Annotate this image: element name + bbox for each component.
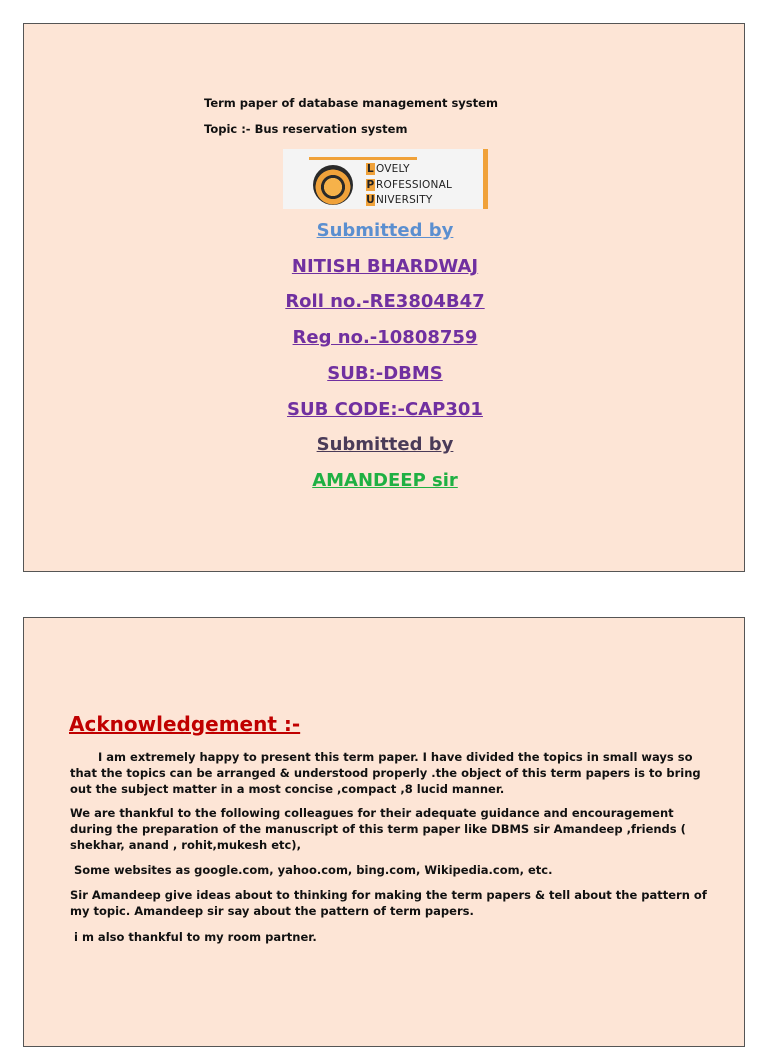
acknowledgement-title: Acknowledgement :-: [69, 712, 301, 736]
title-page: [23, 23, 745, 572]
university-logo: [283, 149, 488, 209]
subject-code: SUB CODE:-CAP301: [287, 399, 483, 420]
ack-paragraph-5: i m also thankful to my room partner.: [74, 930, 317, 944]
subject: SUB:-DBMS: [327, 363, 443, 384]
ack-paragraph-4: Sir Amandeep give ideas about to thinking for making the term papers & tell about the pattern of my topic. Amandeep sir say about the pattern of term papers.: [70, 888, 707, 918]
logo-line-3: UNIVERSITY: [366, 194, 433, 206]
submitted-by-label: Submitted by: [316, 220, 454, 241]
logo-line-1: L OVELY: [367, 163, 410, 175]
term-paper-line: Term paper of database management system: [204, 96, 498, 110]
acknowledgement-page: [23, 617, 745, 1047]
logo-bar: [309, 157, 417, 160]
ack-paragraph-3: Some websites as google.com, yahoo.com, bing.com, Wikipedia.com, etc.: [74, 863, 553, 877]
ack-paragraph-2: We are thankful to the following colleagues for their adequate guidance and encouragement during the preparation of the manuscript of this term paper like DBMS sir Amandeep ,friends ( shekhar, anand , rohit,mukesh etc),: [70, 806, 686, 852]
registration-number: Reg no.-10808759: [292, 327, 478, 348]
topic-line: Topic :- Bus reservation system: [204, 122, 408, 136]
student-name: NITISH BHARDWAJ: [291, 256, 479, 277]
teacher-name: AMANDEEP sir: [312, 470, 458, 491]
roll-number: Roll no.-RE3804B47: [285, 291, 485, 312]
submitted-to-label: Submitted by: [316, 434, 454, 455]
lpu-emblem-icon: [313, 165, 353, 205]
logo-line-2: P ROFESSIONAL: [366, 179, 453, 191]
ack-paragraph-1: I am extremely happy to present this term paper. I have divided the topics in small ways so that the topics can be arranged & understood properly .the object of this term papers is to bring out the subject matter in a most concise ,compact ,8 lucid manner.: [70, 750, 701, 796]
